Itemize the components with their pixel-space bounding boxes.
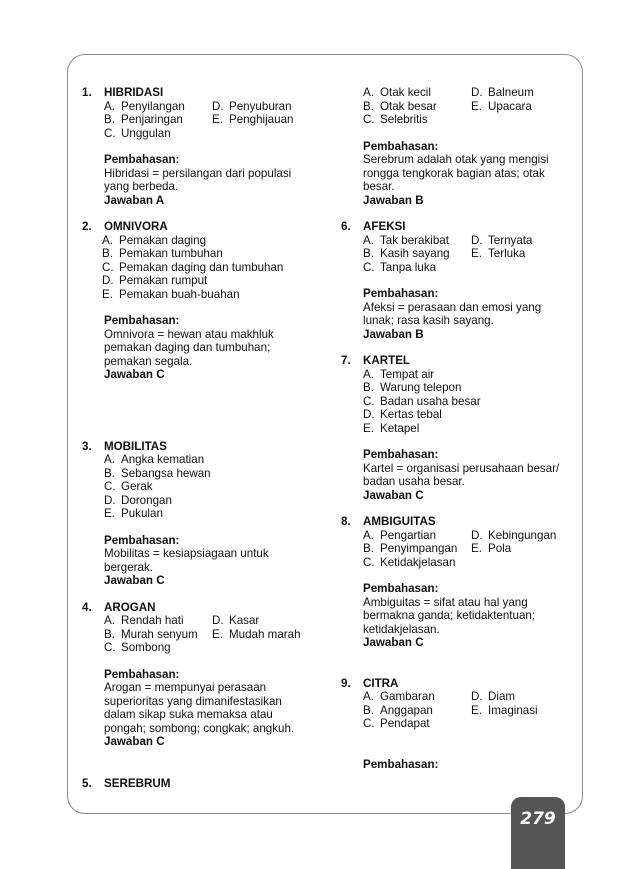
option-letter: C. <box>363 555 375 569</box>
page-number: 279 <box>520 809 556 829</box>
option-row <box>363 408 581 422</box>
option-text: Gerak <box>121 480 153 493</box>
option-text: Balneum <box>488 86 534 99</box>
explanation-line: ketidakjelasan. <box>363 622 440 636</box>
option-letter: E. <box>471 247 482 260</box>
option-row <box>363 422 581 436</box>
option-text: Penjaringan <box>121 113 183 126</box>
option-row <box>363 690 581 704</box>
option-letter: D. <box>471 86 483 99</box>
answer-key: Jawaban C <box>363 488 424 502</box>
explanation-line: bergerak. <box>104 560 153 574</box>
option-row <box>102 261 332 275</box>
question-title: HIBRIDASI <box>104 86 164 99</box>
option-text: Angka kematian <box>121 453 205 466</box>
option-text: Ternyata <box>488 233 533 247</box>
explanation-line: Kartel = organisasi perusahaan besar/ <box>363 461 560 475</box>
explanation-line: pongah; sombong; congkak; angkuh. <box>104 721 295 735</box>
option-letter: C. <box>363 394 375 408</box>
option-letter: B. <box>363 99 374 113</box>
answer-key: Jawaban C <box>363 636 424 649</box>
question-number: 3. <box>82 439 92 453</box>
option-letter: B. <box>363 542 374 555</box>
option-row <box>104 467 332 481</box>
option-text: Kebingungan <box>488 528 557 542</box>
question-number: 1. <box>82 86 92 99</box>
explanation-line: superioritas yang dimanifestasikan <box>104 694 282 708</box>
option-text: Ketapel <box>380 421 420 435</box>
option-letter: C. <box>104 126 116 140</box>
question-header <box>82 601 332 615</box>
question-title: OMNIVORA <box>104 220 168 233</box>
explanation-label: Pembahasan: <box>104 533 180 547</box>
option-text: Pendapat <box>380 717 430 730</box>
option-letter: B. <box>363 247 374 260</box>
question-5 <box>82 777 332 791</box>
question-number: 6. <box>341 220 351 233</box>
question-header <box>341 354 581 368</box>
option-letter: C. <box>104 480 116 493</box>
explanation-label: Pembahasan: <box>363 448 439 461</box>
option-row <box>104 628 332 642</box>
question-header <box>82 86 332 100</box>
question-1 <box>82 86 332 207</box>
option-letter: D. <box>471 233 483 247</box>
option-text: Selebritis <box>380 113 428 126</box>
option-letter: E. <box>212 627 223 641</box>
option-text: Pemakan rumput <box>119 274 208 287</box>
question-header <box>341 677 581 691</box>
explanation-line: pemakan daging dan tumbuhan; <box>104 341 271 354</box>
explanation-line: Arogan = mempunyai perasaan <box>104 681 267 694</box>
option-text: Ketidakjelasan <box>380 555 456 569</box>
option-text: Sebangsa hewan <box>121 466 211 480</box>
question-title: SEREBRUM <box>104 776 171 790</box>
option-letter: E. <box>104 507 115 520</box>
option-letter: A. <box>104 614 115 627</box>
option-row <box>363 113 581 127</box>
option-letter: E. <box>212 113 223 126</box>
explanation-line: badan usaha besar. <box>363 475 465 488</box>
explanation-line: Hibridasi = persilangan dari populasi <box>104 166 292 180</box>
option-text: Murah senyum <box>121 627 198 641</box>
option-letter: C. <box>363 717 375 730</box>
option-text: Pemakan tumbuhan <box>119 247 223 260</box>
option-letter: B. <box>363 381 374 394</box>
explanation-label: Pembahasan: <box>104 153 180 166</box>
question-header <box>82 440 332 454</box>
option-letter: D. <box>212 614 224 627</box>
question-title: AMBIGUITAS <box>363 515 436 528</box>
option-text: Kasih sayang <box>380 247 450 260</box>
question-number: 4. <box>82 600 92 614</box>
option-text: Anggapan <box>380 703 433 717</box>
explanation-line: lunak; rasa kasih sayang. <box>363 314 494 327</box>
option-row <box>104 507 332 521</box>
question-2 <box>82 220 332 382</box>
option-row <box>102 234 332 248</box>
question-3 <box>82 440 332 588</box>
option-text: Terluka <box>488 247 526 260</box>
option-letter: E. <box>102 287 113 301</box>
question-header <box>82 777 332 791</box>
option-letter: A. <box>104 453 115 466</box>
option-letter: C. <box>363 113 375 126</box>
right-column <box>341 86 581 771</box>
left-column <box>82 86 332 790</box>
explanation-label: Pembahasan: <box>104 667 180 681</box>
option-row <box>363 261 581 275</box>
option-text: Kertas tebal <box>380 408 442 421</box>
option-text: Tak berakibat <box>380 233 449 247</box>
option-text: Penyimpangan <box>380 542 458 555</box>
option-letter: B. <box>102 247 113 260</box>
option-row <box>104 641 332 655</box>
option-row <box>363 100 581 114</box>
option-text: Pengartian <box>380 528 437 542</box>
option-text: Penyuburan <box>229 99 292 113</box>
option-letter: D. <box>363 408 375 421</box>
option-row <box>363 542 581 556</box>
explanation-line: Omnivora = hewan atau makhluk <box>104 327 274 341</box>
option-text: Diam <box>488 690 516 703</box>
question-title: MOBILITAS <box>104 439 167 453</box>
explanation-line: Mobilitas = kesiapsiagaan untuk <box>104 547 269 560</box>
explanation-line: pemakan segala. <box>104 354 193 368</box>
option-letter: B. <box>104 466 115 480</box>
question-title: AROGAN <box>104 600 156 614</box>
question-6 <box>341 220 581 341</box>
option-letter: A. <box>104 99 115 113</box>
option-row <box>104 453 332 467</box>
explanation-line: dalam sikap suka memaksa atau <box>104 708 273 721</box>
option-letter: A. <box>363 528 374 542</box>
question-9 <box>341 677 581 772</box>
option-letter: D. <box>104 493 116 507</box>
option-row <box>363 717 581 731</box>
explanation-line: Afeksi = perasaan dan emosi yang <box>363 300 542 314</box>
explanation-line: Ambiguitas = sifat atau hal yang <box>363 595 528 609</box>
answer-key: Jawaban A <box>104 193 165 207</box>
question-5-continued <box>341 86 581 207</box>
option-row <box>102 288 332 302</box>
option-text: Pukulan <box>121 507 163 520</box>
option-text: Upacara <box>488 99 532 113</box>
option-row <box>363 704 581 718</box>
question-header <box>341 515 581 529</box>
question-8 <box>341 515 581 650</box>
answer-key: Jawaban B <box>363 327 424 341</box>
option-letter: C. <box>104 641 116 654</box>
option-text: Tanpa luka <box>380 260 437 274</box>
answer-key: Jawaban B <box>363 193 424 207</box>
option-row <box>363 381 581 395</box>
option-text: Gambaran <box>380 690 435 703</box>
question-number: 5. <box>82 776 92 790</box>
option-row <box>104 100 332 114</box>
option-text: Badan usaha besar <box>380 394 481 408</box>
option-row <box>104 494 332 508</box>
option-letter: D. <box>102 274 114 287</box>
question-number: 9. <box>341 676 351 690</box>
option-letter: B. <box>363 703 374 717</box>
question-number: 8. <box>341 515 351 528</box>
option-row <box>102 247 332 261</box>
answer-key: Jawaban C <box>104 735 165 748</box>
option-text: Warung telepon <box>380 381 462 394</box>
question-number: 7. <box>341 354 351 367</box>
question-title: CITRA <box>363 676 399 690</box>
option-letter: D. <box>212 99 224 113</box>
option-row <box>363 247 581 261</box>
option-text: Tempat air <box>380 367 435 381</box>
explanation-label: Pembahasan: <box>363 287 439 300</box>
option-text: Pemakan daging <box>119 233 207 247</box>
option-text: Mudah marah <box>229 627 301 641</box>
option-letter: A. <box>102 233 113 247</box>
option-text: Sombong <box>121 641 171 654</box>
answer-key: Jawaban C <box>104 574 165 587</box>
option-row <box>104 127 332 141</box>
option-row <box>102 274 332 288</box>
answer-key: Jawaban C <box>104 368 165 381</box>
explanation-line: Serebrum adalah otak yang mengisi <box>363 153 549 166</box>
option-text: Otak kecil <box>380 86 431 99</box>
option-row <box>363 234 581 248</box>
option-text: Pemakan daging dan tumbuhan <box>119 260 284 274</box>
option-text: Dorongan <box>121 493 172 507</box>
option-row <box>363 395 581 409</box>
question-title: KARTEL <box>363 354 411 367</box>
option-letter: D. <box>471 690 483 703</box>
option-text: Rendah hati <box>121 614 184 627</box>
option-text: Imaginasi <box>488 703 538 717</box>
explanation-line: besar. <box>363 180 395 193</box>
option-row <box>363 368 581 382</box>
option-row <box>363 556 581 570</box>
option-row <box>104 113 332 127</box>
option-text: Penghijauan <box>229 113 294 126</box>
option-text: Penyilangan <box>121 99 185 113</box>
option-letter: C. <box>363 260 375 274</box>
option-letter: E. <box>471 703 482 717</box>
option-row <box>104 614 332 628</box>
explanation-label: Pembahasan: <box>104 314 180 327</box>
question-header <box>341 220 581 234</box>
option-text: Otak besar <box>380 99 437 113</box>
option-letter: D. <box>471 528 483 542</box>
explanation-label: Pembahasan: <box>363 757 439 771</box>
option-letter: A. <box>363 86 374 99</box>
option-letter: A. <box>363 690 374 703</box>
option-letter: E. <box>471 542 482 555</box>
question-number: 2. <box>82 220 92 233</box>
explanation-line: rongga tengkorak bagian atas; otak <box>363 166 545 180</box>
option-letter: A. <box>363 233 374 247</box>
option-row <box>363 86 581 100</box>
option-letter: B. <box>104 113 115 126</box>
option-text: Pola <box>488 542 512 555</box>
option-text: Unggulan <box>121 126 171 140</box>
question-7 <box>341 354 581 502</box>
question-4 <box>82 601 332 749</box>
explanation-line: yang berbeda. <box>104 180 179 193</box>
option-letter: A. <box>363 367 374 381</box>
option-letter: E. <box>471 99 482 113</box>
option-letter: B. <box>104 627 115 641</box>
explanation-line: bermakna ganda; ketidaktentuan; <box>363 609 536 622</box>
explanation-label: Pembahasan: <box>363 139 439 153</box>
option-letter: C. <box>102 260 114 274</box>
option-letter: E. <box>363 421 374 435</box>
option-text: Pemakan buah-buahan <box>119 287 240 301</box>
question-header <box>82 220 332 234</box>
explanation-label: Pembahasan: <box>363 582 439 595</box>
option-row <box>104 480 332 494</box>
option-row <box>363 529 581 543</box>
option-text: Kasar <box>229 614 260 627</box>
question-title: AFEKSI <box>363 220 406 233</box>
page-number-tab <box>511 797 565 869</box>
